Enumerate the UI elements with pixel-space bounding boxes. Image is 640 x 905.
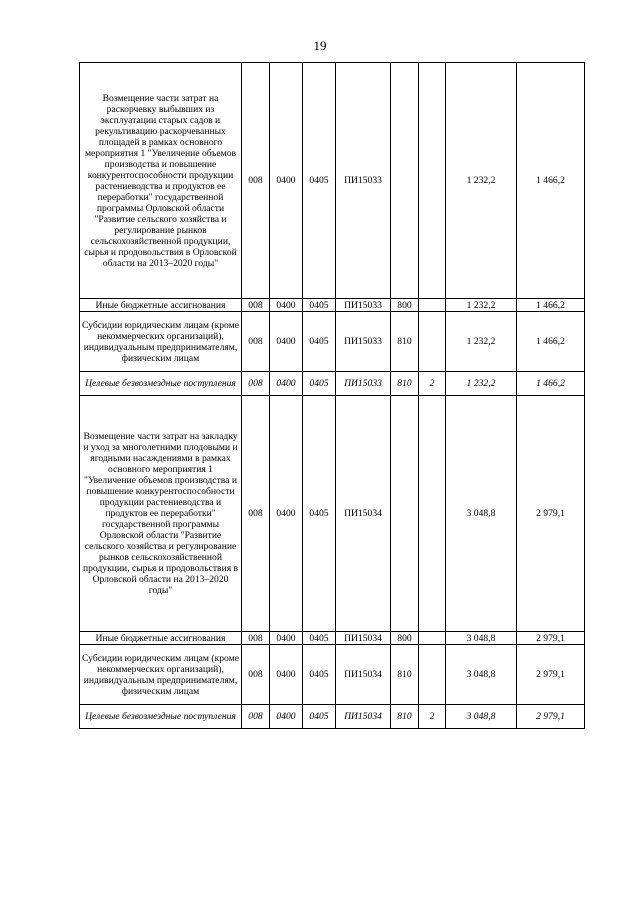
cell-target-article: ПИ15034 xyxy=(336,632,391,645)
cell-ministry: 008 xyxy=(242,372,270,396)
cell-source xyxy=(419,312,446,372)
cell-source xyxy=(419,63,446,299)
cell-ministry: 008 xyxy=(242,705,270,729)
cell-amount-1: 3 048,8 xyxy=(446,396,517,632)
cell-amount-1: 1 232,2 xyxy=(446,299,517,312)
cell-ministry: 008 xyxy=(242,299,270,312)
row-name: Субсидии юридическим лицам (кроме некоммерческих организаций), индивидуальным предпринимателям, физическим лицам xyxy=(80,645,242,705)
cell-amount-1: 1 232,2 xyxy=(446,63,517,299)
table-row xyxy=(80,645,585,705)
cell-ministry: 008 xyxy=(242,645,270,705)
cell-subsection: 0405 xyxy=(303,372,336,396)
cell-ministry: 008 xyxy=(242,312,270,372)
table-row xyxy=(80,63,585,299)
cell-expense-type: 810 xyxy=(391,312,419,372)
cell-source: 2 xyxy=(419,705,446,729)
cell-expense-type: 800 xyxy=(391,632,419,645)
cell-amount-2: 1 466,2 xyxy=(517,63,585,299)
cell-expense-type xyxy=(391,396,419,632)
cell-target-article: ПИ15033 xyxy=(336,63,391,299)
budget-table xyxy=(79,62,585,729)
cell-target-article: ПИ15034 xyxy=(336,645,391,705)
cell-section: 0400 xyxy=(270,63,303,299)
cell-ministry: 008 xyxy=(242,396,270,632)
cell-subsection: 0405 xyxy=(303,705,336,729)
cell-amount-2: 1 466,2 xyxy=(517,372,585,396)
cell-expense-type: 810 xyxy=(391,645,419,705)
cell-section: 0400 xyxy=(270,705,303,729)
cell-source: 2 xyxy=(419,372,446,396)
cell-amount-1: 3 048,8 xyxy=(446,645,517,705)
cell-amount-2: 2 979,1 xyxy=(517,396,585,632)
row-name: Иные бюджетные ассигнования xyxy=(80,299,242,312)
page-number: 19 xyxy=(313,38,327,53)
cell-source xyxy=(419,645,446,705)
cell-expense-type: 800 xyxy=(391,299,419,312)
cell-target-article: ПИ15034 xyxy=(336,396,391,632)
row-name: Иные бюджетные ассигнования xyxy=(80,632,242,645)
row-name: Возмещение части затрат на закладку и уход за многолетними плодовыми и ягодными насаждениями в рамках основного мероприятия 1 "Увеличение объемов производства и повышение конкурентоспособности продукции растениеводства и продуктов ее переработки" государственной программы Орловской области "Развитие сельского хозяйства и регулирование рынков сельскохозяйственной продукции, сырья и продовольствия в Орловской области на 2013–2020 годы" xyxy=(80,396,242,632)
cell-amount-2: 1 466,2 xyxy=(517,299,585,312)
cell-subsection: 0405 xyxy=(303,396,336,632)
cell-amount-1: 1 232,2 xyxy=(446,312,517,372)
cell-target-article: ПИ15033 xyxy=(336,372,391,396)
cell-ministry: 008 xyxy=(242,63,270,299)
cell-amount-1: 1 232,2 xyxy=(446,372,517,396)
cell-subsection: 0405 xyxy=(303,632,336,645)
cell-section: 0400 xyxy=(270,372,303,396)
cell-target-article: ПИ15033 xyxy=(336,299,391,312)
cell-subsection: 0405 xyxy=(303,645,336,705)
table-row xyxy=(80,396,585,632)
cell-subsection: 0405 xyxy=(303,299,336,312)
cell-section: 0400 xyxy=(270,299,303,312)
row-name: Целевые безвозмездные поступления xyxy=(80,372,242,396)
cell-expense-type: 810 xyxy=(391,705,419,729)
cell-ministry: 008 xyxy=(242,632,270,645)
row-name: Возмещение части затрат на раскорчевку выбывших из эксплуатации старых садов и рекультивацию раскорчеванных площадей в рамках основного мероприятия 1 "Увеличение объемов производства и повышение конкурентоспособности продукции растениеводства и продуктов ее переработки" государственной программы Орловской области "Развитие сельского хозяйства и регулирование рынков сельскохозяйственной продукции, сырья и продовольствия в Орловской области на 2013–2020 годы" xyxy=(80,63,242,299)
cell-target-article: ПИ15034 xyxy=(336,705,391,729)
cell-section: 0400 xyxy=(270,312,303,372)
cell-subsection: 0405 xyxy=(303,312,336,372)
cell-source xyxy=(419,299,446,312)
row-name: Субсидии юридическим лицам (кроме некоммерческих организаций), индивидуальным предпринимателям, физическим лицам xyxy=(80,312,242,372)
cell-amount-2: 2 979,1 xyxy=(517,632,585,645)
table-row xyxy=(80,705,585,729)
table-row xyxy=(80,312,585,372)
cell-source xyxy=(419,632,446,645)
cell-expense-type xyxy=(391,63,419,299)
cell-amount-2: 1 466,2 xyxy=(517,312,585,372)
table-row xyxy=(80,632,585,645)
cell-section: 0400 xyxy=(270,632,303,645)
cell-amount-2: 2 979,1 xyxy=(517,705,585,729)
cell-expense-type: 810 xyxy=(391,372,419,396)
cell-amount-1: 3 048,8 xyxy=(446,705,517,729)
cell-subsection: 0405 xyxy=(303,63,336,299)
cell-amount-1: 3 048,8 xyxy=(446,632,517,645)
table-row xyxy=(80,299,585,312)
row-name: Целевые безвозмездные поступления xyxy=(80,705,242,729)
cell-section: 0400 xyxy=(270,396,303,632)
cell-amount-2: 2 979,1 xyxy=(517,645,585,705)
table-row xyxy=(80,372,585,396)
cell-section: 0400 xyxy=(270,645,303,705)
cell-source xyxy=(419,396,446,632)
cell-target-article: ПИ15033 xyxy=(336,312,391,372)
